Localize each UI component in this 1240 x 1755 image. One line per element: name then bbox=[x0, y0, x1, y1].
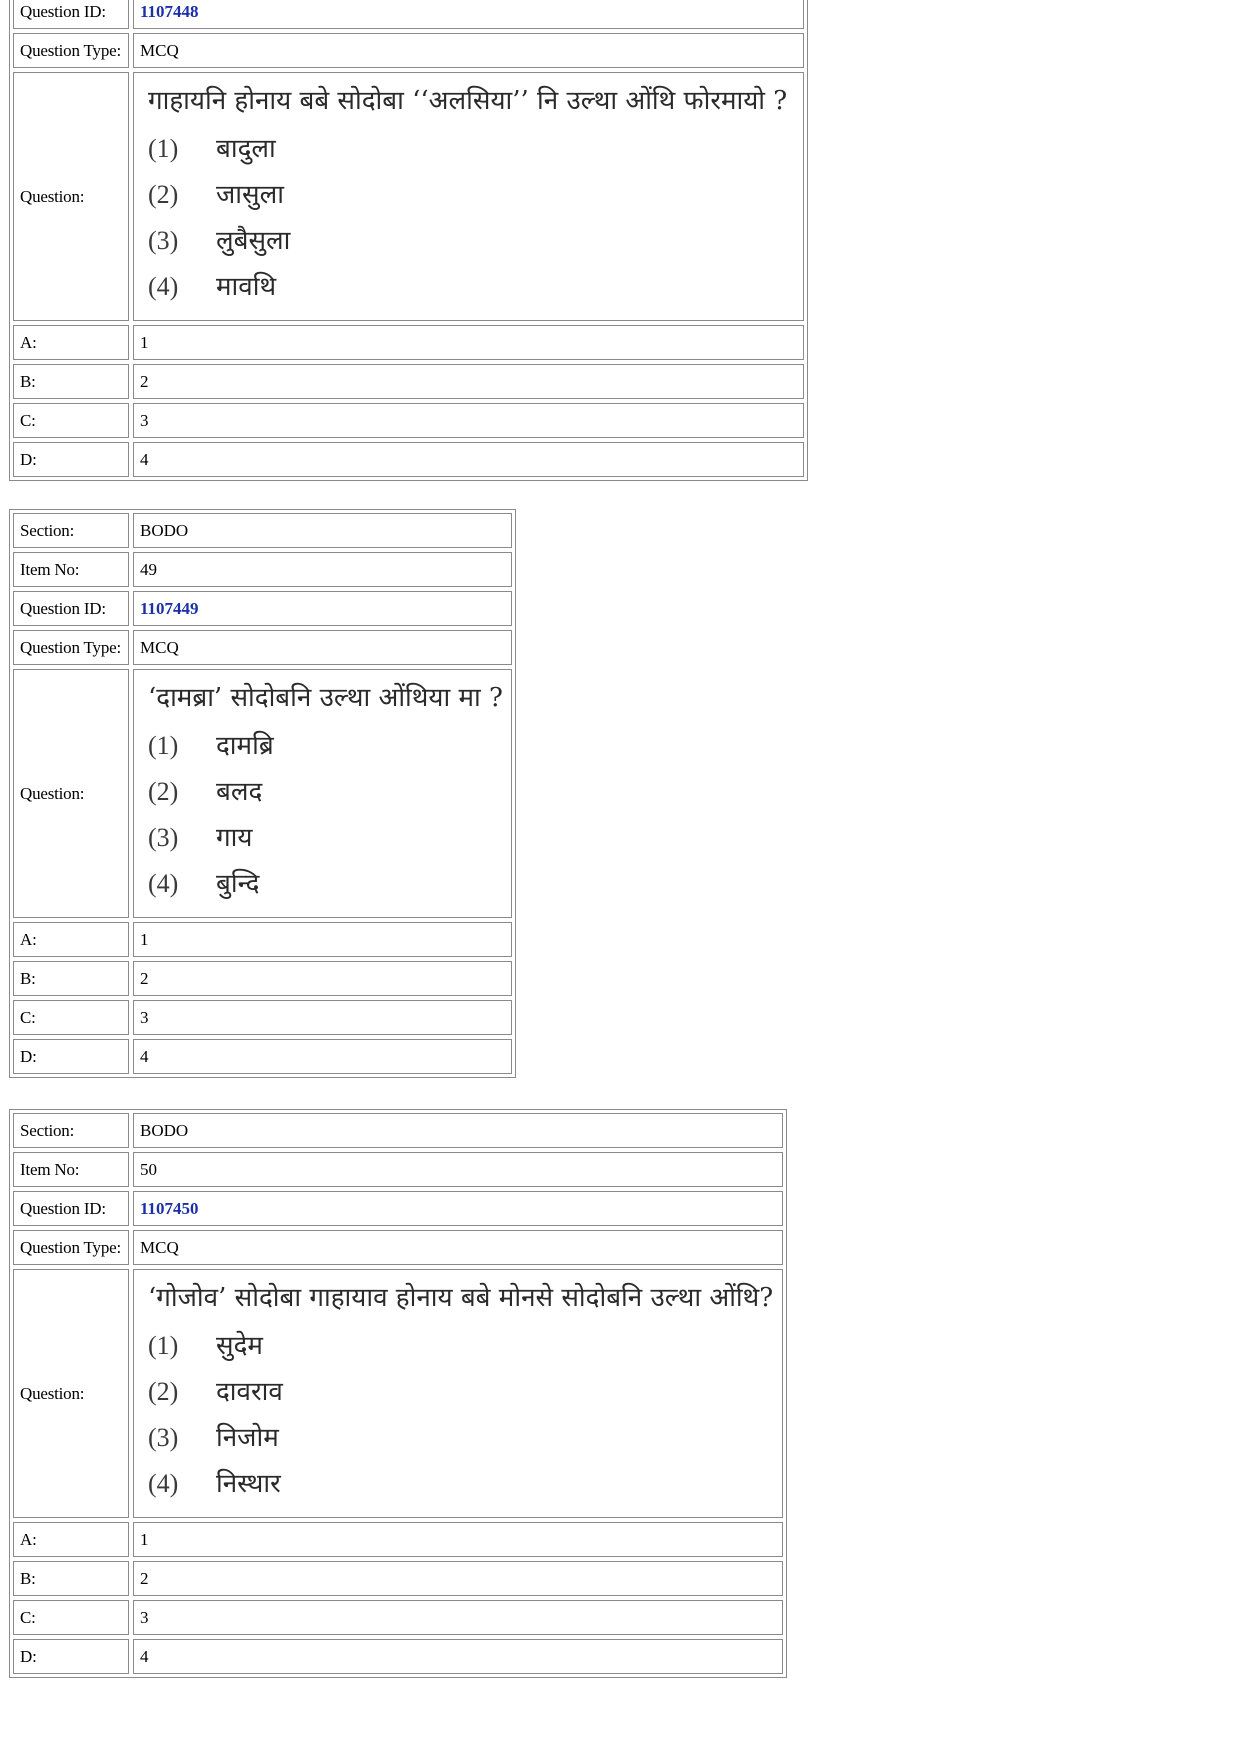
option-number: (3) bbox=[148, 822, 179, 852]
question-body bbox=[133, 1269, 783, 1518]
question-id: 1107448 bbox=[140, 1, 199, 21]
item-no-value: 50 bbox=[133, 1152, 783, 1187]
option-1 bbox=[148, 126, 276, 172]
question-id-row bbox=[13, 0, 804, 29]
question-row bbox=[13, 1269, 783, 1518]
option-2 bbox=[148, 172, 284, 218]
question-label: Question: bbox=[13, 1269, 129, 1518]
item-no-label: Item No: bbox=[13, 552, 129, 587]
answer-c-row bbox=[13, 403, 804, 438]
answer-a-value: 1 bbox=[133, 922, 512, 957]
question-id-value bbox=[133, 0, 804, 29]
option-1 bbox=[148, 723, 274, 769]
option-4 bbox=[148, 1461, 281, 1507]
question-id-row bbox=[13, 1191, 783, 1226]
answer-b-row bbox=[13, 961, 512, 996]
option-2 bbox=[148, 1369, 283, 1415]
answer-a-row bbox=[13, 325, 804, 360]
answer-c-label: C: bbox=[13, 1600, 129, 1635]
section-value: BODO bbox=[133, 513, 512, 548]
option-text: दावराव bbox=[216, 1376, 283, 1407]
answer-d-value: 4 bbox=[133, 442, 804, 477]
option-number: (2) bbox=[148, 1376, 179, 1406]
option-3 bbox=[148, 815, 252, 861]
option-3 bbox=[148, 1415, 279, 1461]
question-body bbox=[133, 72, 804, 321]
question-type-value: MCQ bbox=[133, 1230, 783, 1265]
answer-a-value: 1 bbox=[133, 1522, 783, 1557]
item-no-value: 49 bbox=[133, 552, 512, 587]
question-block-1107448 bbox=[9, 0, 808, 481]
question-text: गाहायनि होनाय बबे सोदोबा ‘‘अलसिया’’ नि उल्था ओंथि फोरमायो ? bbox=[148, 85, 788, 116]
answer-c-value: 3 bbox=[133, 1000, 512, 1035]
answer-a-value: 1 bbox=[133, 325, 804, 360]
option-text: निस्थार bbox=[216, 1468, 281, 1499]
section-label: Section: bbox=[13, 1113, 129, 1148]
question-id: 1107450 bbox=[140, 1198, 199, 1218]
section-label: Section: bbox=[13, 513, 129, 548]
option-text: बलद bbox=[216, 776, 263, 807]
option-text: बुन्दि bbox=[216, 868, 260, 899]
option-4 bbox=[148, 264, 276, 310]
option-4 bbox=[148, 861, 259, 907]
section-value: BODO bbox=[133, 1113, 783, 1148]
answer-c-row bbox=[13, 1600, 783, 1635]
question-type-value: MCQ bbox=[133, 33, 804, 68]
answer-a-label: A: bbox=[13, 325, 129, 360]
answer-d-row bbox=[13, 442, 804, 477]
option-number: (1) bbox=[148, 730, 179, 760]
answer-b-row bbox=[13, 1561, 783, 1596]
question-block-1107449 bbox=[9, 509, 516, 1078]
option-text: जासुला bbox=[216, 179, 284, 210]
item-no-row bbox=[13, 552, 512, 587]
option-number: (1) bbox=[148, 1330, 179, 1360]
answer-d-row bbox=[13, 1039, 512, 1074]
question-id-label: Question ID: bbox=[13, 591, 129, 626]
question-id-label: Question ID: bbox=[13, 1191, 129, 1226]
answer-b-label: B: bbox=[13, 1561, 129, 1596]
option-3 bbox=[148, 218, 290, 264]
answer-a-label: A: bbox=[13, 922, 129, 957]
question-type-row bbox=[13, 630, 512, 665]
question-block-1107450 bbox=[9, 1109, 787, 1678]
question-id-label: Question ID: bbox=[13, 0, 129, 29]
question-id-value bbox=[133, 591, 512, 626]
answer-b-value: 2 bbox=[133, 961, 512, 996]
question-type-row bbox=[13, 33, 804, 68]
question-body bbox=[133, 669, 512, 918]
section-row bbox=[13, 1113, 783, 1148]
option-number: (4) bbox=[148, 1468, 179, 1498]
option-number: (1) bbox=[148, 133, 179, 163]
answer-d-label: D: bbox=[13, 1039, 129, 1074]
answer-d-label: D: bbox=[13, 1639, 129, 1674]
answer-d-label: D: bbox=[13, 442, 129, 477]
section-row bbox=[13, 513, 512, 548]
option-text: निजोम bbox=[216, 1422, 279, 1453]
question-id: 1107449 bbox=[140, 598, 199, 618]
question-label: Question: bbox=[13, 669, 129, 918]
option-text: लुबैसुला bbox=[216, 225, 291, 256]
answer-b-row bbox=[13, 364, 804, 399]
question-type-row bbox=[13, 1230, 783, 1265]
question-text: ‘दामब्रा’ सोदोबनि उल्था ओंथिया मा ? bbox=[148, 682, 503, 713]
question-row bbox=[13, 669, 512, 918]
answer-c-label: C: bbox=[13, 403, 129, 438]
answer-c-label: C: bbox=[13, 1000, 129, 1035]
answer-c-value: 3 bbox=[133, 403, 804, 438]
option-text: बादुला bbox=[216, 133, 276, 164]
answer-c-row bbox=[13, 1000, 512, 1035]
option-number: (3) bbox=[148, 1422, 179, 1452]
item-no-row bbox=[13, 1152, 783, 1187]
option-text: मावथि bbox=[216, 271, 277, 302]
question-text: ‘गोजोव’ सोदोबा गाहायाव होनाय बबे मोनसे सोदोबनि उल्था ओंथि? bbox=[148, 1282, 774, 1313]
question-type-value: MCQ bbox=[133, 630, 512, 665]
item-no-label: Item No: bbox=[13, 1152, 129, 1187]
question-id-value bbox=[133, 1191, 783, 1226]
question-label: Question: bbox=[13, 72, 129, 321]
option-text: दामब्रि bbox=[216, 730, 274, 761]
answer-b-value: 2 bbox=[133, 364, 804, 399]
answer-d-row bbox=[13, 1639, 783, 1674]
option-text: गाय bbox=[216, 822, 253, 853]
answer-b-value: 2 bbox=[133, 1561, 783, 1596]
question-type-label: Question Type: bbox=[13, 630, 129, 665]
answer-b-label: B: bbox=[13, 364, 129, 399]
option-number: (4) bbox=[148, 271, 179, 301]
option-number: (2) bbox=[148, 179, 179, 209]
option-2 bbox=[148, 769, 262, 815]
answer-b-label: B: bbox=[13, 961, 129, 996]
option-number: (3) bbox=[148, 225, 179, 255]
answer-c-value: 3 bbox=[133, 1600, 783, 1635]
option-text: सुदेम bbox=[216, 1330, 263, 1361]
option-1 bbox=[148, 1323, 263, 1369]
answer-a-label: A: bbox=[13, 1522, 129, 1557]
question-type-label: Question Type: bbox=[13, 33, 129, 68]
answer-a-row bbox=[13, 1522, 783, 1557]
answer-d-value: 4 bbox=[133, 1639, 783, 1674]
question-type-label: Question Type: bbox=[13, 1230, 129, 1265]
answer-d-value: 4 bbox=[133, 1039, 512, 1074]
option-number: (4) bbox=[148, 868, 179, 898]
option-number: (2) bbox=[148, 776, 179, 806]
question-id-row bbox=[13, 591, 512, 626]
question-row bbox=[13, 72, 804, 321]
answer-a-row bbox=[13, 922, 512, 957]
